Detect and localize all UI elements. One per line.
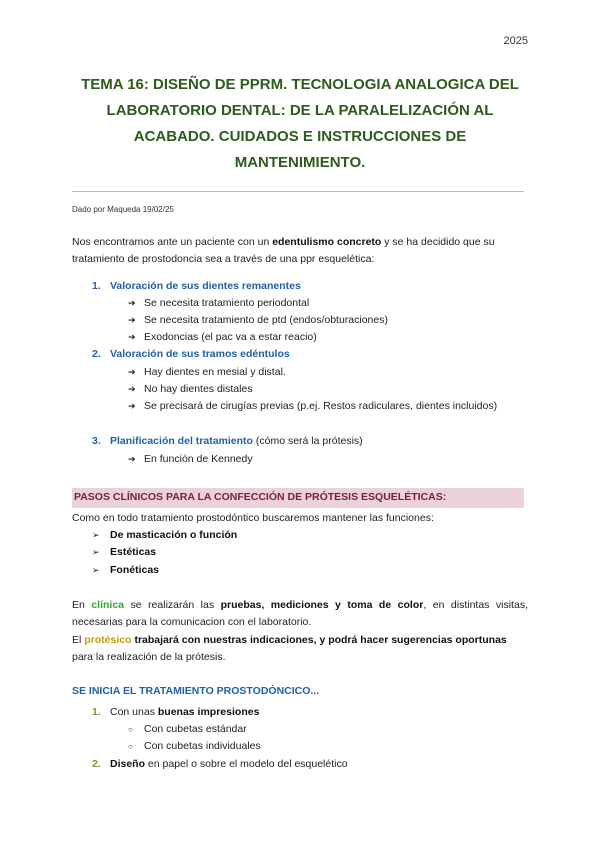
sub-item: ○ Con cubetas individuales xyxy=(128,738,261,755)
title-divider xyxy=(72,191,524,192)
arrow-right-icon: ➔ xyxy=(128,315,136,325)
circle-bullet-icon: ○ xyxy=(128,742,133,751)
list-item-impresiones: 1. Con unas buenas impresiones xyxy=(92,704,259,721)
circle-bullet-icon: ○ xyxy=(128,725,133,734)
sub-item: ○ Con cubetas estándar xyxy=(128,721,247,738)
arrow-right-icon: ➔ xyxy=(128,384,136,394)
clinica-paragraph: En clínica se realizarán las pruebas, mediciones y toma de color, en distintas visitas, necesarias para la comunicacion con el laboratorio. xyxy=(72,599,528,628)
list-number: 1. xyxy=(92,280,101,292)
function-bullet: ➢ Fonéticas xyxy=(92,562,159,579)
list-item-label: Planificación del tratamiento xyxy=(110,435,253,447)
list-number: 1. xyxy=(92,706,101,718)
function-bullet: ➢ De masticación o función xyxy=(92,527,237,544)
sub-item: ➔ Hay dientes en mesial y distal. xyxy=(128,364,528,381)
list-item-label: Valoración de sus tramos edéntulos xyxy=(110,348,290,360)
list-item-label: Valoración de sus dientes remanentes xyxy=(110,280,301,292)
section-heading-inicia-tratamiento: SE INICIA EL TRATAMIENTO PROSTODÓNCICO... xyxy=(72,685,320,697)
section2-intro: Como en todo tratamiento prostodóntico buscaremos mantener las funciones: xyxy=(72,512,434,524)
document-title: TEMA 16: DISEÑO DE PPRM. TECNOLOGIA ANALOGICA DEL LABORATORIO DENTAL: DE LA PARALELIZACIÓN AL ACABADO. CUIDADOS E INSTRUCCIONES DE MANTENIMIENTO. xyxy=(81,76,519,171)
arrow-right-icon: ➔ xyxy=(128,401,136,411)
arrow-right-icon: ➔ xyxy=(128,454,136,464)
intro-paragraph: Nos encontramos ante un paciente con un edentulismo concreto y se ha decidido que su tratamiento de prostodoncia sea a través de una ppr esquelética: xyxy=(72,236,495,265)
document-year: 2025 xyxy=(503,35,528,47)
sub-item: ➔ No hay dientes distales xyxy=(128,381,528,398)
arrow-right-icon: ➔ xyxy=(128,367,136,377)
chevron-right-icon: ➢ xyxy=(92,565,100,575)
protesico-paragraph: El protésico trabajará con nuestras indicaciones, y podrá hacer sugerencias oportunas para la realización de la prótesis. xyxy=(72,634,507,663)
arrow-right-icon: ➔ xyxy=(128,298,136,308)
sub-item: ➔ Se necesita tratamiento de ptd (endos/obturaciones) xyxy=(128,312,528,329)
arrow-right-icon: ➔ xyxy=(128,332,136,342)
list-item-diseno: 2. Diseño en papel o sobre el modelo del esquelético xyxy=(92,756,348,773)
list-item-valoracion-remanentes xyxy=(92,278,301,295)
chevron-right-icon: ➢ xyxy=(92,530,100,540)
sub-item: ➔ En función de Kennedy xyxy=(128,451,528,468)
list-number: 2. xyxy=(92,758,101,770)
sub-item: ➔ Se precisará de cirugías previas (p.ej. Restos radiculares, dientes incluidos) xyxy=(128,398,528,415)
sub-item: ➔ Exodoncias (el pac va a estar reacio) xyxy=(128,329,528,346)
list-item-planificacion: 3. Planificación del tratamiento (cómo será la prótesis) xyxy=(92,433,363,450)
list-item-valoracion-tramos xyxy=(92,346,290,363)
list-number: 3. xyxy=(92,435,101,447)
section-title-pasos-clinicos: PASOS CLÍNICOS PARA LA CONFECCIÓN DE PRÓTESIS ESQUELÉTICAS: xyxy=(74,491,447,503)
sub-item: ➔ Se necesita tratamiento periodontal xyxy=(128,295,528,312)
function-bullet: ➢ Estéticas xyxy=(92,544,156,561)
chevron-right-icon: ➢ xyxy=(92,547,100,557)
byline: Dado por Maqueda 19/02/25 xyxy=(72,205,174,214)
list-number: 2. xyxy=(92,348,101,360)
